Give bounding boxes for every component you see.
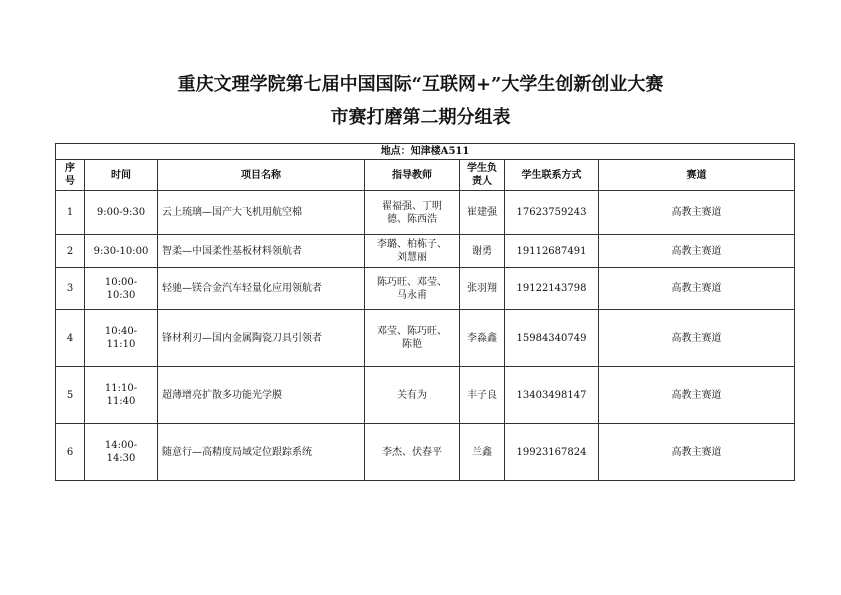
cell-no: 5 (56, 367, 85, 424)
cell-time: 10:40-11:10 (85, 310, 158, 367)
cell-no: 3 (56, 268, 85, 310)
cell-no: 6 (56, 424, 85, 481)
cell-project: 超薄增亮扩散多功能光学膜 (158, 367, 365, 424)
cell-contact: 19923167824 (505, 424, 599, 481)
table-row (56, 310, 795, 367)
cell-project: 云上琉璃—国产大飞机用航空棉 (158, 191, 365, 235)
cell-leader: 丰子良 (460, 367, 505, 424)
cell-no: 1 (56, 191, 85, 235)
cell-track: 高教主赛道 (599, 268, 795, 310)
cell-advisor: 关有为 (365, 367, 460, 424)
cell-track: 高教主赛道 (599, 191, 795, 235)
table-row (56, 424, 795, 481)
cell-track: 高教主赛道 (599, 424, 795, 481)
header-track: 赛道 (599, 160, 795, 191)
table-row (56, 191, 795, 235)
cell-advisor: 李璐、柏栋子、刘慧丽 (365, 235, 460, 268)
cell-leader: 张羽翔 (460, 268, 505, 310)
cell-track: 高教主赛道 (599, 367, 795, 424)
cell-contact: 19122143798 (505, 268, 599, 310)
header-no: 序号 (56, 160, 85, 191)
cell-project: 轻驰—镁合金汽车轻量化应用领航者 (158, 268, 365, 310)
header-project: 项目名称 (158, 160, 365, 191)
cell-project: 智柔—中国柔性基板材料领航者 (158, 235, 365, 268)
document-title: 重庆文理学院第七届中国国际“互联网+”大学生创新创业大赛 (177, 74, 664, 95)
cell-contact: 19112687491 (505, 235, 599, 268)
header-contact: 学生联系方式 (505, 160, 599, 191)
cell-leader: 崔建强 (460, 191, 505, 235)
cell-track: 高教主赛道 (599, 310, 795, 367)
cell-contact: 15984340749 (505, 310, 599, 367)
cell-advisor: 陈巧旺、邓莹、马永甫 (365, 268, 460, 310)
table-row (56, 235, 795, 268)
cell-track: 高教主赛道 (599, 235, 795, 268)
table-row (56, 268, 795, 310)
cell-no: 2 (56, 235, 85, 268)
cell-no: 4 (56, 310, 85, 367)
document-subtitle: 市赛打磨第二期分组表 (330, 107, 511, 128)
cell-time: 10:00-10:30 (85, 268, 158, 310)
cell-contact: 17623759243 (505, 191, 599, 235)
cell-time: 14:00-14:30 (85, 424, 158, 481)
cell-leader: 谢勇 (460, 235, 505, 268)
location-cell: 地点：知津楼A511 (56, 144, 795, 160)
table-row (56, 367, 795, 424)
cell-leader: 兰鑫 (460, 424, 505, 481)
header-time: 时间 (85, 160, 158, 191)
cell-advisor: 邓莹、陈巧旺、陈艳 (365, 310, 460, 367)
cell-project: 随意行—高精度局域定位跟踪系统 (158, 424, 365, 481)
cell-time: 9:30-10:00 (85, 235, 158, 268)
cell-advisor: 翟福强、丁明德、陈西浩 (365, 191, 460, 235)
cell-leader: 李淼鑫 (460, 310, 505, 367)
header-leader: 学生负责人 (460, 160, 505, 191)
cell-time: 9:00-9:30 (85, 191, 158, 235)
header-advisor: 指导教师 (365, 160, 460, 191)
cell-project: 锋材利刃—国内金属陶瓷刀具引领者 (158, 310, 365, 367)
schedule-table (55, 143, 795, 481)
cell-contact: 13403498147 (505, 367, 599, 424)
cell-advisor: 李杰、伏春平 (365, 424, 460, 481)
cell-time: 11:10-11:40 (85, 367, 158, 424)
